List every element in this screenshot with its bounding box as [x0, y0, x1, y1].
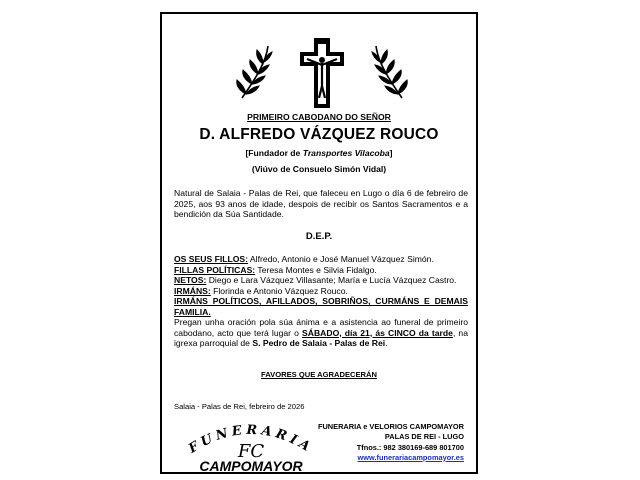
relation-title: PRIMEIRO CABODANO DO SEÑOR	[247, 112, 391, 122]
deceased-name: D. ALFREDO VÁZQUEZ ROUCO	[199, 126, 439, 143]
founder-prefix: [Fundador de	[245, 148, 303, 158]
obituary-card	[160, 12, 478, 474]
website-link[interactable]: www.funerariacampomayor.es	[357, 452, 464, 462]
founder-suffix: ]	[389, 148, 393, 158]
founder-company: Transportes Vilacoba	[302, 148, 390, 158]
dep-line: D.E.P.	[305, 231, 333, 242]
family-grandchildren-names: Diego e Lara Vázquez Villasante; María e Lucía Vázquez Castro.	[206, 275, 457, 285]
family-sons	[174, 254, 468, 265]
family-daughters-in-law-label: FILLAS POLÍTICAS:	[174, 264, 256, 275]
family-siblings	[174, 286, 468, 297]
thanks-line: FAVORES QUE AGRADECERÁN	[260, 370, 378, 379]
invitation-paragraph	[174, 317, 468, 349]
family-list	[174, 254, 468, 349]
family-sons-label: OS SEUS FILLOS:	[174, 254, 249, 264]
logo-brand: CAMPOMAYOR	[199, 458, 303, 474]
widower-line: (Viúvo de Consuelo Simón Vidal)	[251, 164, 387, 174]
family-others: IRMÁNS POLÍTICOS, AFILLADOS, SOBRIÑOS, CURMÁNS E DEMAIS FAMILIA.	[174, 296, 468, 317]
family-siblings-label: IRMÁNS:	[174, 285, 211, 296]
palm-branch-right-icon	[372, 46, 407, 98]
invitation-end: .	[385, 338, 388, 348]
family-grandchildren	[174, 275, 468, 286]
family-siblings-names: Florinda e Antonio Vázquez Rouco.	[210, 285, 348, 296]
founder-line	[162, 148, 476, 158]
family-daughters-in-law	[174, 265, 468, 276]
contact-phones: Tfnos.: 982 380169-689 801700	[356, 442, 464, 452]
crucifix-icon	[300, 38, 344, 108]
emblem	[232, 38, 412, 110]
invitation-part2: , na igrexa parroquial de	[174, 327, 468, 348]
intro-paragraph: Natural de Salaia - Palas de Rei, que faleceu en Lugo o día 6 de febreiro de 2025, aos 93 anos de idade, despois de recibir os Santos Sacramentos e a bendición da Súa Santidade.	[174, 188, 468, 220]
invitation-part1: Pregan unha oración pola súa ánima e a asistencia ao funeral de primeiro cabodano, acto que terá lugar o	[174, 317, 468, 338]
contact-place: PALAS DE REI - LUGO	[384, 432, 464, 442]
contact-block	[304, 422, 464, 463]
church-name: S. Pedro de Salaia - Palas de Rei	[252, 338, 386, 348]
contact-company: FUNERARIA e VELORIOS CAMPOMAYOR	[317, 422, 464, 431]
family-sons-names: Alfredo, Antonio e José Manuel Vázquez Simón.	[248, 254, 434, 264]
family-grandchildren-label: NETOS:	[174, 275, 207, 285]
family-daughters-in-law-names: Teresa Montes e Silvia Fidalgo.	[255, 264, 377, 275]
logo-arc-text: FUNERARIA	[186, 422, 316, 457]
date-line: Salaia - Palas de Rei, febreiro de 2026	[174, 402, 305, 411]
logo-monogram: FC	[237, 441, 265, 462]
event-time: SÁBADO, día 21, ás CINCO da tarde	[302, 327, 453, 338]
palm-branch-left-icon	[237, 46, 272, 98]
